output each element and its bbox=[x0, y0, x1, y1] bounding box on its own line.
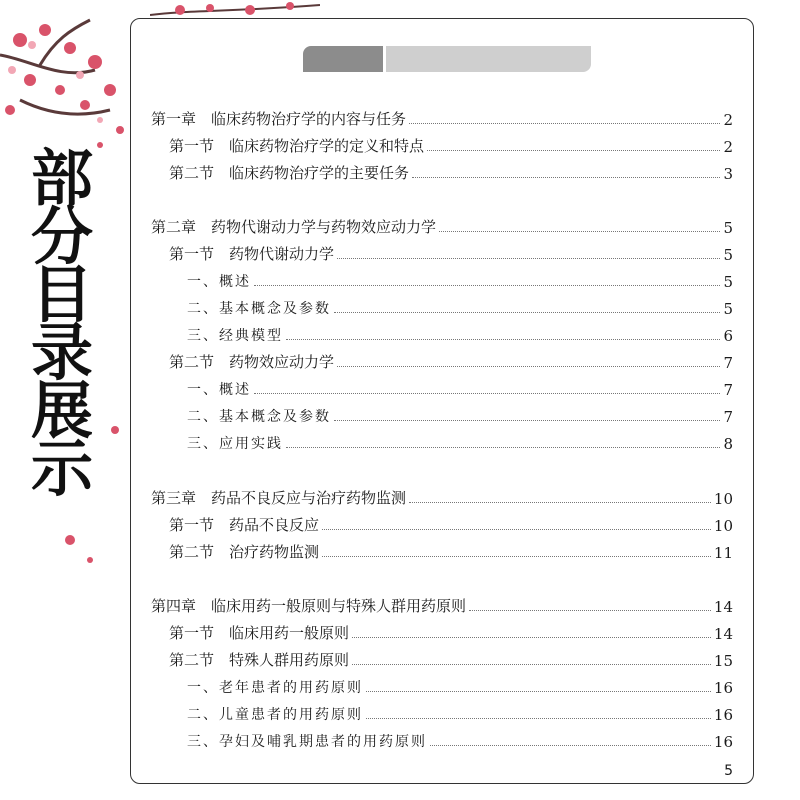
title-char: 部 bbox=[30, 142, 93, 215]
title-char: 目 bbox=[30, 258, 93, 331]
toc-page-number: 2 bbox=[723, 138, 733, 156]
toc-item-row bbox=[151, 431, 733, 453]
toc-page-number: 15 bbox=[713, 652, 733, 670]
toc-page-number: 7 bbox=[723, 408, 733, 426]
toc-item-row bbox=[151, 729, 733, 751]
toc-chapter-row bbox=[151, 486, 733, 508]
toc-section-title: 第一节 药物代谢动力学 bbox=[169, 245, 335, 263]
toc-section-title: 第一节 临床用药一般原则 bbox=[169, 624, 350, 642]
toc-chapter-title: 第二章 药物代谢动力学与药物效应动力学 bbox=[151, 218, 437, 236]
toc-chapter-title: 第三章 药品不良反应与治疗药物监测 bbox=[151, 489, 407, 507]
vertical-title bbox=[22, 142, 102, 505]
toc-item-title: 二、儿童患者的用药原则 bbox=[187, 707, 363, 723]
toc-item-row bbox=[151, 323, 733, 345]
toc-item-title: 二、基本概念及参数 bbox=[187, 409, 331, 425]
header-bar bbox=[303, 46, 591, 72]
toc-page-number: 16 bbox=[713, 706, 733, 724]
toc-item-row bbox=[151, 296, 733, 318]
toc-page-number: 10 bbox=[713, 490, 733, 508]
toc-section-row bbox=[151, 242, 733, 264]
dot-leader bbox=[337, 258, 720, 259]
toc-page-number: 5 bbox=[723, 300, 733, 318]
dot-leader bbox=[337, 366, 720, 367]
toc-item-title: 一、概述 bbox=[187, 382, 251, 398]
toc-item-title: 三、孕妇及哺乳期患者的用药原则 bbox=[187, 734, 427, 750]
toc-item-row bbox=[151, 404, 733, 426]
toc-chapter-title: 第一章 临床药物治疗学的内容与任务 bbox=[151, 110, 407, 128]
toc-page-number: 5 bbox=[723, 273, 733, 291]
dot-leader bbox=[439, 231, 720, 232]
toc-page-number: 7 bbox=[723, 381, 733, 399]
toc-page-number: 16 bbox=[713, 679, 733, 697]
dot-leader bbox=[412, 177, 720, 178]
toc-section-title: 第一节 临床药物治疗学的定义和特点 bbox=[169, 137, 425, 155]
dot-leader bbox=[352, 637, 711, 638]
toc-section-row bbox=[151, 648, 733, 670]
toc-page-number: 5 bbox=[723, 246, 733, 264]
toc-chapter-row bbox=[151, 215, 733, 237]
toc-section-row bbox=[151, 350, 733, 372]
toc-page-number: 14 bbox=[713, 625, 733, 643]
dot-leader bbox=[322, 556, 711, 557]
toc-page-number: 8 bbox=[723, 435, 733, 453]
toc-chapter-title: 第四章 临床用药一般原则与特殊人群用药原则 bbox=[151, 597, 467, 615]
toc-chapter-row bbox=[151, 107, 733, 129]
page-number: 5 bbox=[724, 763, 733, 779]
toc-page-number: 11 bbox=[713, 544, 733, 562]
toc-page bbox=[130, 18, 754, 784]
dot-leader bbox=[334, 420, 720, 421]
toc-item-row bbox=[151, 377, 733, 399]
header-bar-dark bbox=[303, 46, 383, 72]
dot-leader bbox=[409, 502, 711, 503]
toc-section-title: 第二节 临床药物治疗学的主要任务 bbox=[169, 164, 410, 182]
dot-leader bbox=[366, 691, 711, 692]
toc-item-title: 二、基本概念及参数 bbox=[187, 301, 331, 317]
dot-leader bbox=[352, 664, 711, 665]
toc-item-row bbox=[151, 702, 733, 724]
toc-section-row bbox=[151, 134, 733, 156]
toc-item-title: 三、应用实践 bbox=[187, 436, 283, 452]
toc-section-row bbox=[151, 540, 733, 562]
toc-item-title: 一、概述 bbox=[187, 274, 251, 290]
toc-item-row bbox=[151, 675, 733, 697]
dot-leader bbox=[322, 529, 711, 530]
title-char: 展 bbox=[30, 374, 93, 447]
toc-page-number: 6 bbox=[723, 327, 733, 345]
toc-chapter-row bbox=[151, 594, 733, 616]
toc-page-number: 10 bbox=[713, 517, 733, 535]
toc-section-title: 第二节 特殊人群用药原则 bbox=[169, 651, 350, 669]
dot-leader bbox=[409, 123, 720, 124]
toc-page-number: 7 bbox=[723, 354, 733, 372]
dot-leader bbox=[334, 312, 720, 313]
toc-section-title: 第一节 药品不良反应 bbox=[169, 516, 320, 534]
toc-item-title: 三、经典模型 bbox=[187, 328, 283, 344]
title-char: 录 bbox=[30, 316, 93, 389]
toc-page-number: 14 bbox=[713, 598, 733, 616]
title-char: 分 bbox=[30, 200, 93, 273]
toc-section-title: 第二节 药物效应动力学 bbox=[169, 353, 335, 371]
toc-section-row bbox=[151, 513, 733, 535]
dot-leader bbox=[427, 150, 720, 151]
toc-section-row bbox=[151, 621, 733, 643]
toc-item-row bbox=[151, 269, 733, 291]
toc-page-number: 5 bbox=[723, 219, 733, 237]
toc-page-number: 2 bbox=[723, 111, 733, 129]
header-bar-light bbox=[386, 46, 591, 72]
toc-page-number: 3 bbox=[723, 165, 733, 183]
toc-section-row bbox=[151, 161, 733, 183]
dot-leader bbox=[254, 285, 720, 286]
dot-leader bbox=[254, 393, 720, 394]
toc-item-title: 一、老年患者的用药原则 bbox=[187, 680, 363, 696]
dot-leader bbox=[366, 718, 711, 719]
title-char: 示 bbox=[30, 432, 93, 505]
dot-leader bbox=[430, 745, 711, 746]
dot-leader bbox=[286, 447, 720, 448]
dot-leader bbox=[286, 339, 720, 340]
toc-section-title: 第二节 治疗药物监测 bbox=[169, 543, 320, 561]
dot-leader bbox=[469, 610, 711, 611]
toc-page-number: 16 bbox=[713, 733, 733, 751]
